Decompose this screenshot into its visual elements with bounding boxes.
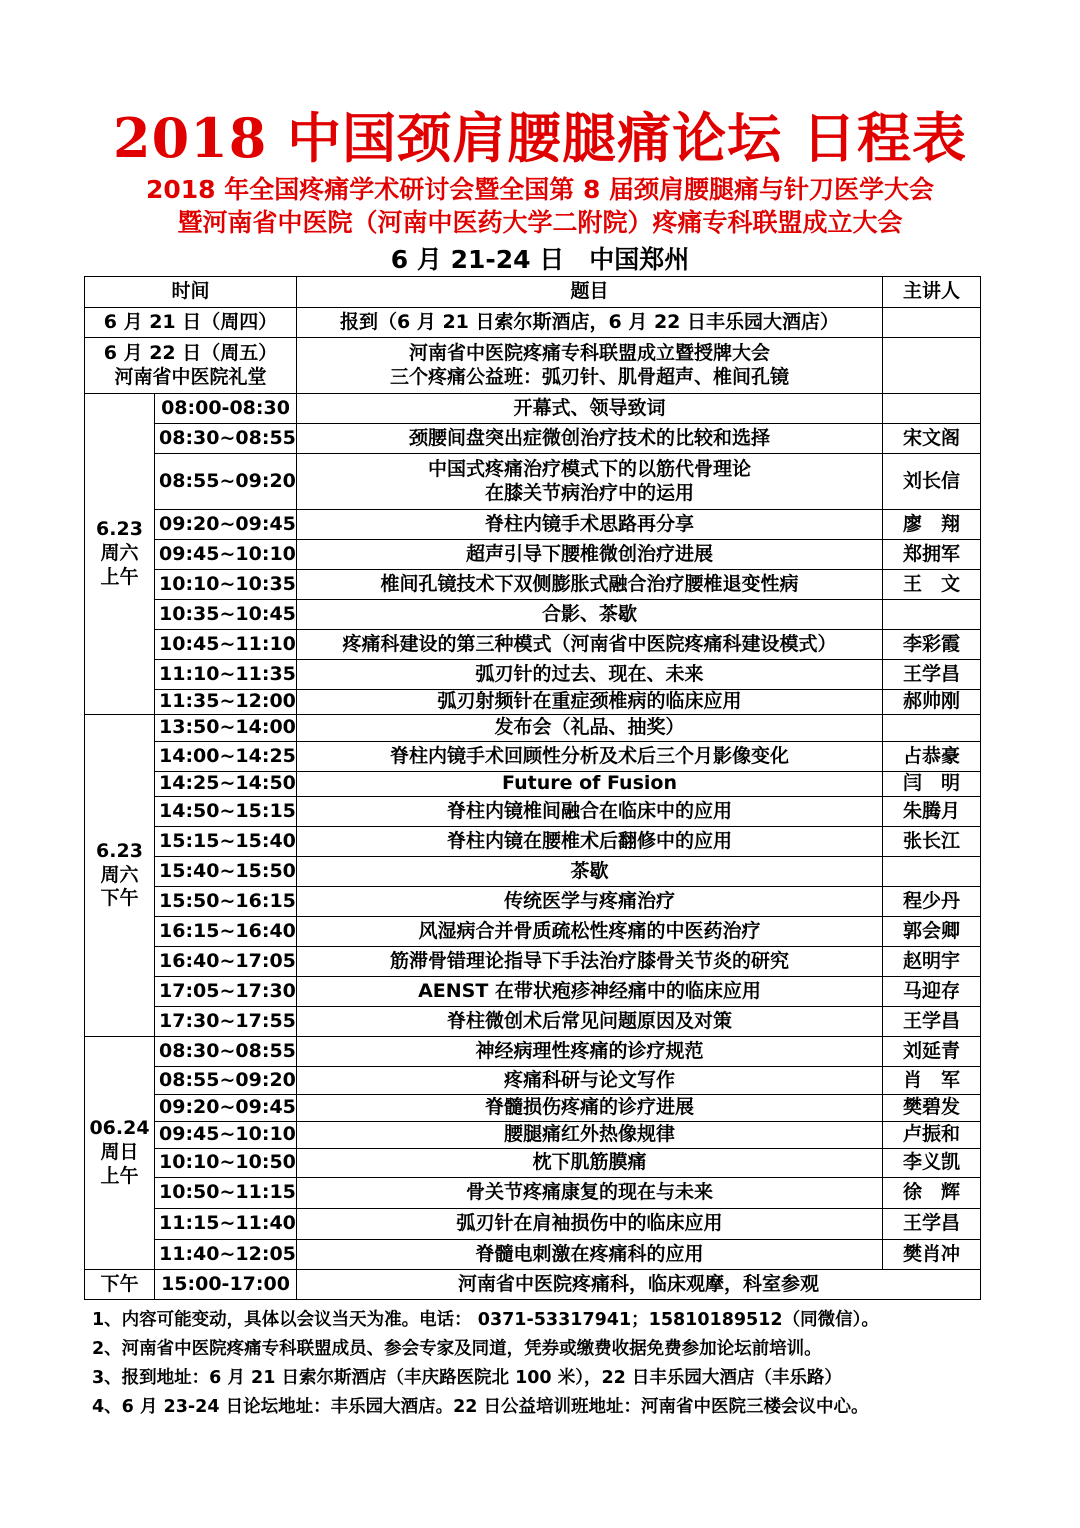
time-cell: 09:20~09:45 — [155, 510, 297, 540]
time-cell: 14:25~14:50 — [155, 772, 297, 797]
subtitle-line-2: 暨河南省中医院（河南中医药大学二附院）疼痛专科联盟成立大会 — [177, 208, 903, 237]
topic-cell: 疼痛科建设的第三种模式（河南省中医院疼痛科建设模式） — [297, 630, 883, 660]
time-cell: 08:55~09:20 — [155, 1067, 297, 1095]
day-label-line: 上午 — [100, 565, 139, 588]
table-row — [85, 570, 981, 600]
table-row — [85, 977, 981, 1007]
speaker-cell: 宋文阁 — [883, 424, 981, 454]
header-time: 时间 — [85, 277, 297, 308]
topic-cell: 颈腰间盘突出症微创治疗技术的比较和选择 — [297, 424, 883, 454]
time-cell: 15:50~16:15 — [155, 887, 297, 917]
topic-cell: 脊髓损伤疼痛的诊疗进展 — [297, 1095, 883, 1122]
day-label-line: 下午 — [100, 887, 139, 910]
table-header-row — [85, 277, 981, 308]
time-cell: 09:45~10:10 — [155, 540, 297, 570]
day-label-cell — [85, 394, 155, 715]
time-cell: 10:10~10:50 — [155, 1149, 297, 1178]
speaker-cell: 朱腾月 — [883, 797, 981, 827]
day-label-line: 06.24 — [89, 1117, 150, 1140]
time-cell: 11:10~11:35 — [155, 660, 297, 690]
day1-date: 6 月 21 日（周四） — [85, 308, 297, 338]
topic-line: 在膝关节病治疗中的运用 — [485, 481, 695, 504]
table-row — [85, 394, 981, 424]
table-row — [85, 1209, 981, 1240]
day-label-line: 周日 — [100, 1141, 139, 1164]
table-row — [85, 1240, 981, 1270]
topic-cell: 椎间孔镜技术下双侧膨胀式融合治疗腰椎退变性病 — [297, 570, 883, 600]
day1-row — [85, 308, 981, 338]
day-label-line: 上午 — [100, 1164, 139, 1187]
day2-speaker — [883, 338, 981, 394]
speaker-cell: 张长江 — [883, 827, 981, 857]
topic-cell: 脊柱内镜椎间融合在临床中的应用 — [297, 797, 883, 827]
speaker-cell: 王学昌 — [883, 1007, 981, 1037]
table-row — [85, 1149, 981, 1178]
header-speaker: 主讲人 — [883, 277, 981, 308]
speaker-cell: 卢振和 — [883, 1122, 981, 1149]
table-row — [85, 424, 981, 454]
speaker-cell: 马迎存 — [883, 977, 981, 1007]
day-label-line: 周六 — [100, 863, 139, 886]
time-cell: 11:15~11:40 — [155, 1209, 297, 1240]
speaker-cell: 李义凯 — [883, 1149, 981, 1178]
time-cell: 14:50~15:15 — [155, 797, 297, 827]
time-cell: 15:15~15:40 — [155, 827, 297, 857]
table-row — [85, 917, 981, 947]
topic-cell: 神经病理性疼痛的诊疗规范 — [297, 1037, 883, 1067]
speaker-cell: 王学昌 — [883, 660, 981, 690]
day2-topic-cell — [297, 338, 883, 394]
day1-speaker — [883, 308, 981, 338]
topic-cell: 脊柱内镜在腰椎术后翻修中的应用 — [297, 827, 883, 857]
table-row — [85, 660, 981, 690]
note-3: 3、报到地址：6 月 21 日索尔斯酒店（丰庆路医院北 100 米），22 日丰乐园大酒店（丰乐路） — [92, 1368, 842, 1388]
day-label-line: 6.23 — [96, 518, 143, 541]
topic-cell: 腰腿痛红外热像规律 — [297, 1122, 883, 1149]
topic-cell: 弧刃针的过去、现在、未来 — [297, 660, 883, 690]
table-row — [85, 772, 981, 797]
day1-topic: 报到（6 月 21 日索尔斯酒店，6 月 22 日丰乐园大酒店） — [297, 308, 883, 338]
topic-cell: 茶歇 — [297, 857, 883, 887]
topic-cell: 枕下肌筋膜痛 — [297, 1149, 883, 1178]
time-cell: 11:35~12:00 — [155, 690, 297, 715]
speaker-cell: 占恭豪 — [883, 742, 981, 772]
table-row — [85, 715, 981, 742]
note-2: 2、河南省中医院疼痛专科联盟成员、参会专家及同道，凭券或缴费收据免费参加论坛前培训。 — [92, 1339, 822, 1359]
table-row — [85, 630, 981, 660]
table-row — [85, 742, 981, 772]
time-cell: 16:15~16:40 — [155, 917, 297, 947]
speaker-cell: 王学昌 — [883, 1209, 981, 1240]
note-4: 4、6 月 23-24 日论坛地址：丰乐园大酒店。22 日公益培训班地址：河南省中医院三楼会议中心。 — [92, 1397, 869, 1417]
table-row — [85, 540, 981, 570]
table-row — [85, 1007, 981, 1037]
final-label: 下午 — [85, 1270, 155, 1300]
topic-cell: Future of Fusion — [297, 772, 883, 797]
time-cell: 08:55~09:20 — [155, 454, 297, 510]
topic-cell — [297, 454, 883, 510]
topic-cell: 超声引导下腰椎微创治疗进展 — [297, 540, 883, 570]
topic-cell: 脊柱内镜手术思路再分享 — [297, 510, 883, 540]
table-row — [85, 797, 981, 827]
speaker-cell: 李彩霞 — [883, 630, 981, 660]
topic-cell: 筋滞骨错理论指导下手法治疗膝骨关节炎的研究 — [297, 947, 883, 977]
table-row — [85, 600, 981, 630]
day-label-cell — [85, 715, 155, 1037]
table-row — [85, 510, 981, 540]
table-row — [85, 947, 981, 977]
day2-date: 6 月 22 日（周五） — [103, 341, 278, 364]
topic-cell: 合影、茶歇 — [297, 600, 883, 630]
table-row — [85, 1067, 981, 1095]
speaker-cell: 刘延青 — [883, 1037, 981, 1067]
day2-row — [85, 338, 981, 394]
topic-cell: 弧刃射频针在重症颈椎病的临床应用 — [297, 690, 883, 715]
table-row — [85, 887, 981, 917]
time-cell: 16:40~17:05 — [155, 947, 297, 977]
speaker-cell: 樊碧发 — [883, 1095, 981, 1122]
speaker-cell — [883, 857, 981, 887]
time-cell: 08:00-08:30 — [155, 394, 297, 424]
topic-cell: 脊柱内镜手术回顾性分析及术后三个月影像变化 — [297, 742, 883, 772]
topic-cell: 发布会（礼品、抽奖） — [297, 715, 883, 742]
day-label-line: 6.23 — [96, 839, 143, 862]
topic-cell: 骨关节疼痛康复的现在与未来 — [297, 1178, 883, 1209]
table-row — [85, 454, 981, 510]
table-row — [85, 1037, 981, 1067]
final-time: 15:00-17:00 — [155, 1270, 297, 1300]
date-location: 6 月 21-24 日 中国郑州 — [390, 245, 690, 274]
table-row — [85, 827, 981, 857]
header-topic: 题目 — [297, 277, 883, 308]
time-cell: 13:50~14:00 — [155, 715, 297, 742]
speaker-cell: 肖 军 — [883, 1067, 981, 1095]
speaker-cell: 闫 明 — [883, 772, 981, 797]
table-row — [85, 1178, 981, 1209]
speaker-cell: 刘长信 — [883, 454, 981, 510]
schedule-table — [84, 276, 981, 1300]
topic-cell: 脊髓电刺激在疼痛科的应用 — [297, 1240, 883, 1270]
topic-cell: 脊柱微创术后常见问题原因及对策 — [297, 1007, 883, 1037]
speaker-cell: 郝帅刚 — [883, 690, 981, 715]
time-cell: 15:40~15:50 — [155, 857, 297, 887]
topic-cell: 疼痛科研与论文写作 — [297, 1067, 883, 1095]
speaker-cell: 程少丹 — [883, 887, 981, 917]
topic-cell: 开幕式、领导致词 — [297, 394, 883, 424]
time-cell: 10:45~11:10 — [155, 630, 297, 660]
table-row — [85, 1122, 981, 1149]
day2-topic-1: 河南省中医院疼痛专科联盟成立暨授牌大会 — [409, 341, 771, 364]
time-cell: 10:50~11:15 — [155, 1178, 297, 1209]
speaker-cell — [883, 394, 981, 424]
time-cell: 09:20~09:45 — [155, 1095, 297, 1122]
speaker-cell: 廖 翔 — [883, 510, 981, 540]
topic-cell: AENST 在带状疱疹神经痛中的临床应用 — [297, 977, 883, 1007]
day2-venue: 河南省中医院礼堂 — [114, 365, 267, 388]
day-label-cell — [85, 1037, 155, 1270]
speaker-cell: 郑拥军 — [883, 540, 981, 570]
time-cell: 10:10~10:35 — [155, 570, 297, 600]
subtitle-line-1: 2018 年全国疼痛学术研讨会暨全国第 8 届颈肩腰腿痛与针刀医学大会 — [145, 175, 935, 204]
time-cell: 17:30~17:55 — [155, 1007, 297, 1037]
time-cell: 08:30~08:55 — [155, 1037, 297, 1067]
note-1: 1、内容可能变动，具体以会议当天为准。电话： 0371-53317941；15810189512（同微信）。 — [92, 1310, 879, 1330]
time-cell: 17:05~17:30 — [155, 977, 297, 1007]
table-row — [85, 690, 981, 715]
day2-topic-2: 三个疼痛公益班：弧刃针、肌骨超声、椎间孔镜 — [390, 365, 790, 388]
topic-cell: 弧刃针在肩袖损伤中的临床应用 — [297, 1209, 883, 1240]
speaker-cell: 王 文 — [883, 570, 981, 600]
day2-date-cell — [85, 338, 297, 394]
topic-cell: 传统医学与疼痛治疗 — [297, 887, 883, 917]
page-title: 2018 中国颈肩腰腿痛论坛 日程表 — [113, 106, 967, 170]
speaker-cell: 樊肖冲 — [883, 1240, 981, 1270]
final-topic: 河南省中医院疼痛科，临床观摩，科室参观 — [297, 1270, 981, 1300]
time-cell: 08:30~08:55 — [155, 424, 297, 454]
final-row — [85, 1270, 981, 1300]
time-cell: 09:45~10:10 — [155, 1122, 297, 1149]
speaker-cell: 赵明宇 — [883, 947, 981, 977]
table-row — [85, 1095, 981, 1122]
speaker-cell: 徐 辉 — [883, 1178, 981, 1209]
topic-cell: 风湿病合并骨质疏松性疼痛的中医药治疗 — [297, 917, 883, 947]
speaker-cell: 郭会卿 — [883, 917, 981, 947]
time-cell: 11:40~12:05 — [155, 1240, 297, 1270]
table-row — [85, 857, 981, 887]
topic-line: 中国式疼痛治疗模式下的以筋代骨理论 — [428, 457, 752, 480]
notes-section — [92, 1306, 1012, 1422]
time-cell: 14:00~14:25 — [155, 742, 297, 772]
speaker-cell — [883, 600, 981, 630]
speaker-cell — [883, 715, 981, 742]
time-cell: 10:35~10:45 — [155, 600, 297, 630]
day-label-line: 周六 — [100, 542, 139, 565]
